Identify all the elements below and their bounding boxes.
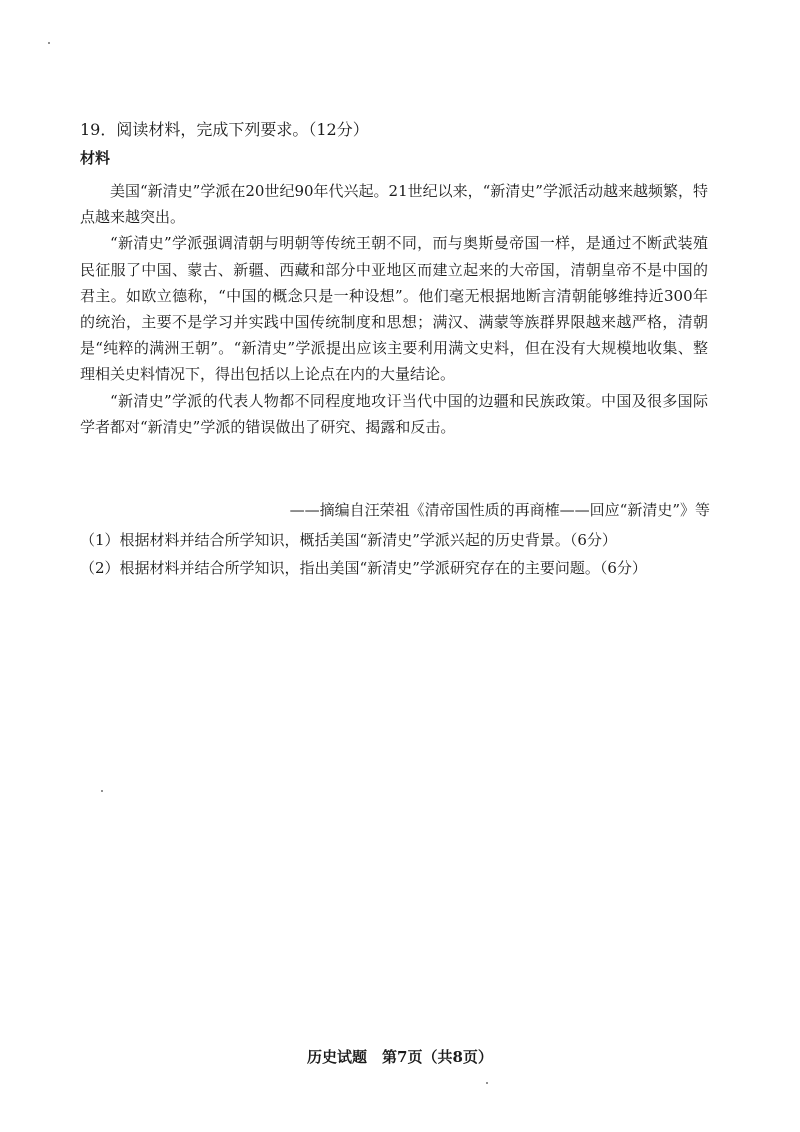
- material-paragraph-1: 美国“新清史”学派在20世纪90年代兴起。21世纪以来，“新清史”学派活动越来越频繁，特点越来越突出。: [80, 182, 708, 227]
- material-source: ——摘编自汪荣祖《清帝国性质的再商榷——回应“新清史”》等: [289, 501, 710, 519]
- scan-speck: [101, 790, 103, 792]
- page-footer: 历史试题 第7页（共8页）: [307, 1048, 493, 1066]
- sub-question-1: （1）根据材料并结合所学知识，概括美国“新清史”学派兴起的历史背景。（6分）: [80, 531, 617, 549]
- material-label: 材料: [80, 149, 111, 167]
- material-paragraph-3: “新清史”学派的代表人物都不同程度地攻讦当代中国的边疆和民族政策。中国及很多国际学者都对“新清史”学派的错误做出了研究、揭露和反击。: [80, 391, 708, 436]
- material-paragraph-2: “新清史”学派强调清朝与明朝等传统王朝不同，而与奥斯曼帝国一样，是通过不断武装殖民征服了中国、蒙古、新疆、西藏和部分中亚地区而建立起来的大帝国，清朝皇帝不是中国的君主。如欧立德称，“中国的概念只是一种设想”。他们毫无根据地断言清朝能够维持近300年的统治，主要不是学习并实践中国传统制度和思想；满汉、满蒙等族群界限越来越严格，清朝是“纯粹的满洲王朝”。“新清史”学派提出应该主要利用满文史料，但在没有大规模地收集、整理相关史料情况下，得出包括以上论点在内的大量结论。: [80, 234, 708, 384]
- sub-questions: [80, 526, 730, 582]
- scan-speck: [486, 1082, 488, 1084]
- question-title: 19．阅读材料，完成下列要求。（12分）: [80, 120, 369, 139]
- material-text: [80, 178, 708, 440]
- scan-speck: [48, 42, 50, 44]
- sub-question-2: （2）根据材料并结合所学知识，指出美国“新清史”学派研究存在的主要问题。（6分）: [80, 559, 647, 577]
